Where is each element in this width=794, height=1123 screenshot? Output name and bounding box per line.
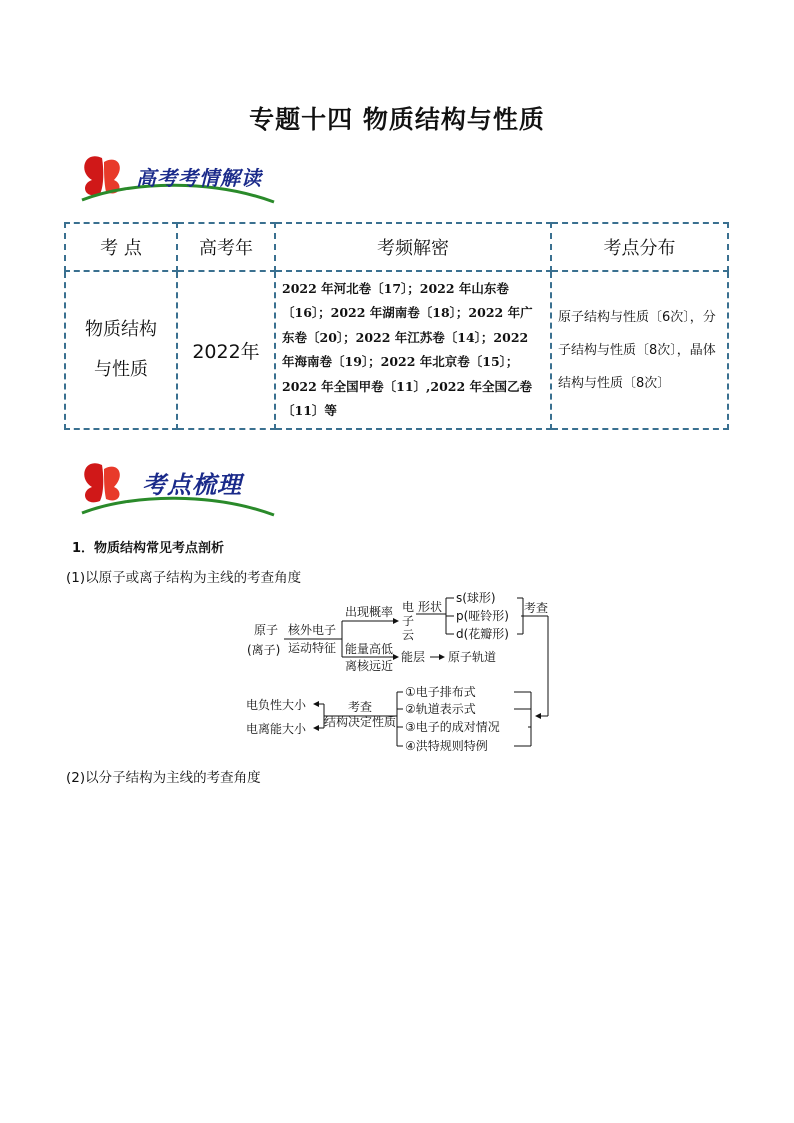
subsection-heading-atom: (1)以原子或离子结构为主线的考查角度: [66, 570, 302, 586]
label-item1: ①电子排布式: [405, 685, 476, 699]
page-title: 专题十四 物质结构与性质: [249, 105, 545, 134]
label-check-2: 考查: [348, 700, 373, 714]
header-year: 高考年: [177, 223, 275, 271]
header-topic: 考 点: [65, 223, 177, 271]
label-atomic-orbital: 原子轨道: [448, 650, 497, 664]
section-heading: 1．物质结构常见考点剖析: [72, 541, 225, 556]
label-cloud-1: 电: [402, 600, 415, 614]
label-ion: (离子): [247, 643, 281, 657]
label-atom: 原子: [254, 623, 279, 637]
label-electronegativity: 电负性大小: [246, 698, 307, 712]
topic-line2: 与性质: [94, 359, 148, 380]
subsection-heading-molecule: (2)以分子结构为主线的考查角度: [66, 770, 261, 786]
header-frequency: 考频解密: [275, 223, 551, 271]
label-check: 考查: [524, 601, 549, 615]
label-extra-bottom: 运动特征: [288, 641, 337, 655]
label-item2: ②轨道表示式: [405, 702, 476, 716]
label-energy-top: 能量高低: [345, 642, 394, 656]
label-cloud-2: 子: [402, 614, 415, 628]
banner-title: 考点梳理: [142, 470, 242, 499]
label-shape: 形状: [418, 600, 443, 614]
frequency-cell: 2022 年河北卷〔17〕；2022 年山东卷〔16〕；2022 年湖南卷〔18〕；2022 年广东卷〔20〕；2022 年江苏卷〔14〕；2022 年海南卷〔19〕；2022 年北京卷〔15〕；2022 年全国甲卷〔11〕,2022 年全国乙卷〔11〕等: [275, 271, 551, 429]
label-extra-top: 核外电子: [288, 623, 337, 637]
label-probability: 出现概率: [345, 605, 394, 619]
label-p-orbital: p(哑铃形): [456, 609, 509, 623]
label-item3: ③电子的成对情况: [405, 720, 500, 734]
banner-title: 高考考情解读: [136, 166, 262, 190]
label-d-orbital: d(花瓣形): [456, 627, 509, 641]
label-s-orbital: s(球形): [456, 591, 496, 605]
label-structure-property: 结构决定性质: [324, 715, 397, 729]
distribution-cell: 原子结构与性质〔6次〕，分子结构与性质〔8次〕，晶体结构与性质〔8次〕: [551, 271, 728, 429]
label-energy-bottom: 离核远近: [345, 659, 394, 673]
header-distribution: 考点分布: [551, 223, 728, 271]
label-item4: ④洪特规则特例: [405, 739, 488, 753]
year-cell: 2022年: [177, 271, 275, 429]
label-cloud-3: 云: [402, 628, 415, 642]
label-ionization-energy: 电离能大小: [246, 722, 307, 736]
topic-line1: 物质结构: [85, 319, 157, 340]
label-energy-level: 能层: [401, 650, 426, 664]
